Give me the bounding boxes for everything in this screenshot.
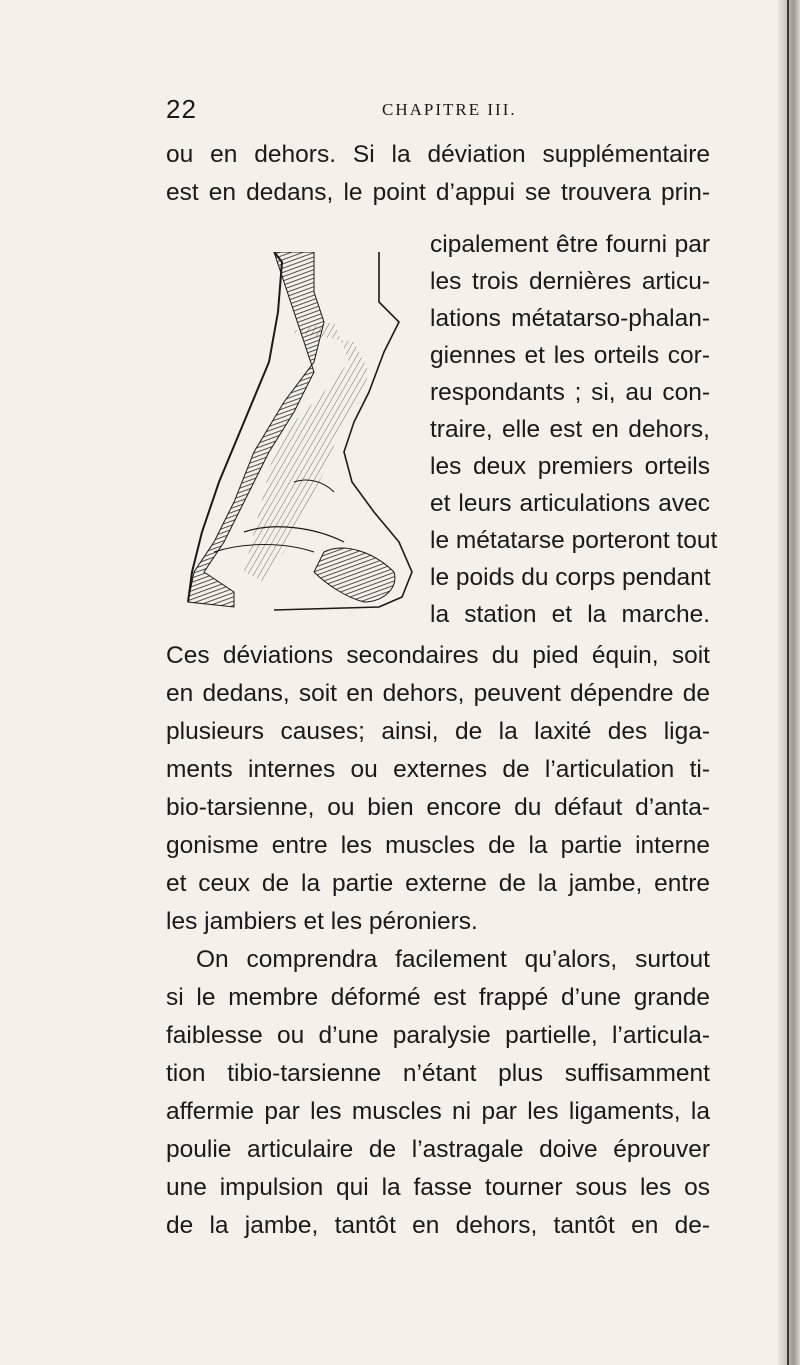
text-line-27: poulie articulaire de l’astragale doive éprouver	[166, 1136, 710, 1163]
text-line-5: lations métatarso-phalan-	[430, 305, 710, 332]
text-line-19: gonisme entre les muscles de la partie interne	[166, 832, 710, 859]
text-line-18: bio-tarsienne, ou bien encore du défaut d’anta-	[166, 794, 710, 821]
text-line-12: le poids du corps pendant	[430, 564, 711, 591]
foot-engraving-icon	[174, 252, 424, 612]
text-line-4: les trois dernières articu-	[430, 268, 710, 295]
text-line-25: tion tibio-tarsienne n’étant plus suffisamment	[166, 1060, 710, 1087]
text-line-14: Ces déviations secondaires du pied équin, soit	[166, 642, 710, 669]
text-line-13: la station et la marche.	[430, 601, 710, 628]
text-line-11: le métatarse porteront tout	[430, 527, 718, 554]
text-line-29: de la jambe, tantôt en dehors, tantôt en de-	[166, 1212, 710, 1239]
page-header	[166, 94, 766, 128]
binding-line	[787, 0, 789, 1365]
text-line-24: faiblesse ou d’une paralysie partielle, l’articula-	[166, 1022, 710, 1049]
text-line-15: en dedans, soit en dehors, peuvent dépendre de	[166, 680, 710, 707]
text-line-22: On comprendra facilement qu’alors, surtout	[196, 946, 710, 973]
page-edge	[778, 0, 800, 1365]
page-number: 22	[166, 94, 197, 124]
text-line-9: les deux premiers orteils	[430, 453, 710, 480]
text-line-1: ou en dehors. Si la déviation supplémentaire	[166, 141, 710, 168]
text-line-28: une impulsion qui la fasse tourner sous les os	[166, 1174, 710, 1201]
text-line-26: affermie par les muscles ni par les ligaments, la	[166, 1098, 710, 1125]
text-line-2: est en dedans, le point d’appui se trouvera prin-	[166, 179, 710, 206]
text-line-3: cipalement être fourni par	[430, 231, 710, 258]
text-line-23: si le membre déformé est frappé d’une grande	[166, 984, 710, 1011]
text-line-21: les jambiers et les péroniers.	[166, 908, 478, 935]
text-line-17: ments internes ou externes de l’articulation ti-	[166, 756, 710, 783]
text-line-10: et leurs articulations avec	[430, 490, 710, 517]
foot-illustration	[174, 252, 424, 612]
text-line-16: plusieurs causes; ainsi, de la laxité des liga-	[166, 718, 710, 745]
text-line-8: traire, elle est en dehors,	[430, 416, 710, 443]
running-head: CHAPITRE III.	[382, 100, 517, 119]
text-line-6: giennes et les orteils cor-	[430, 342, 710, 369]
text-line-20: et ceux de la partie externe de la jambe, entre	[166, 870, 710, 897]
text-line-7: respondants ; si, au con-	[430, 379, 710, 406]
